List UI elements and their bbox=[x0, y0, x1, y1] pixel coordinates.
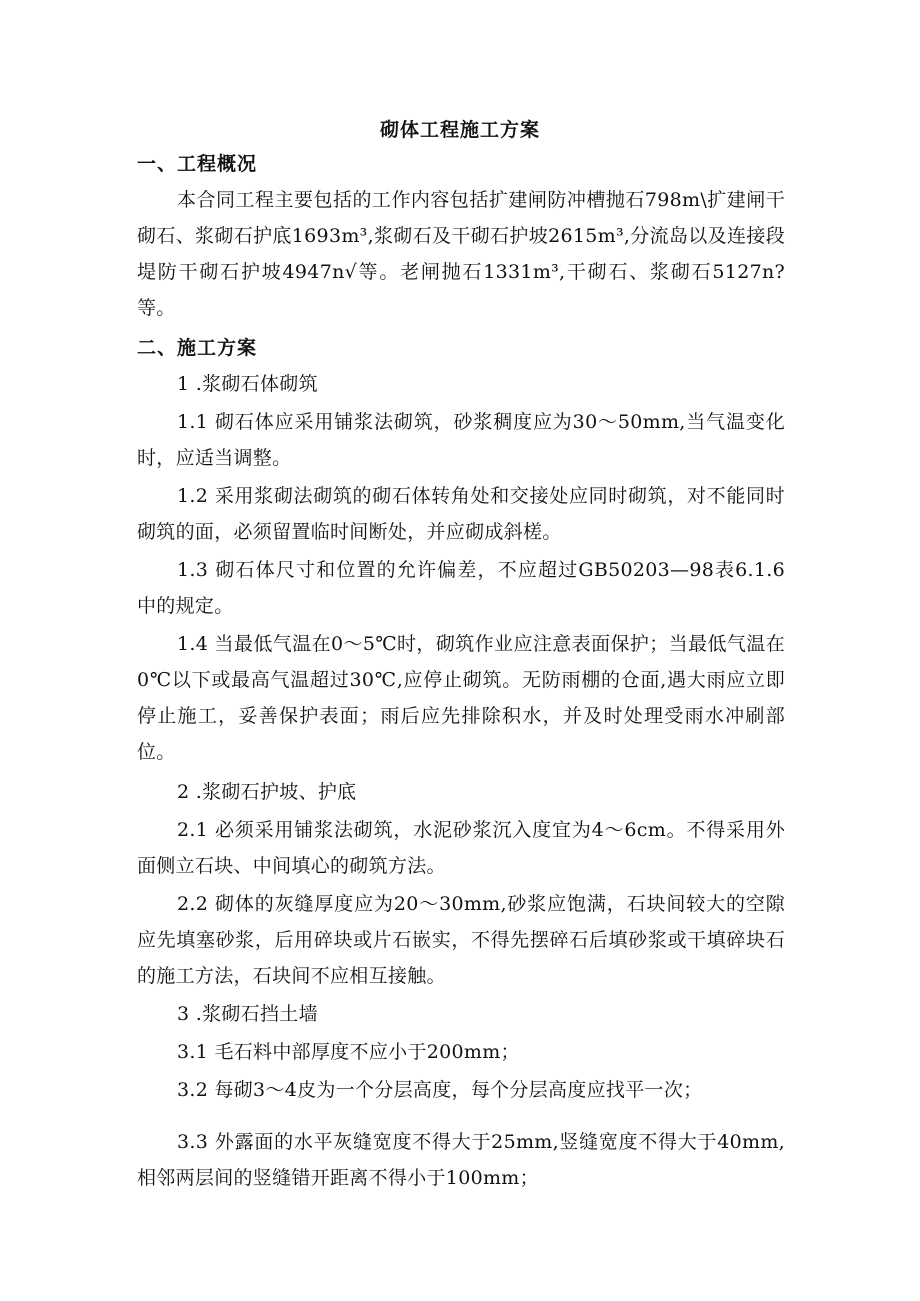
clause-3-3: 3.3 外露面的水平灰缝宽度不得大于25mm,竖缝宽度不得大于40mm,相邻两层间的竖缝错开距离不得小于100mm； bbox=[137, 1131, 785, 1189]
subsection-title-2: 2 .浆砌石护坡、护底 bbox=[177, 781, 357, 803]
clause-1-1: 1.1 砌石体应采用铺浆法砌筑，砂浆稠度应为30～50mm,当气温变化时，应适当调整。 bbox=[137, 411, 785, 469]
document-title: 砌体工程施工方案 bbox=[379, 119, 540, 141]
subsection-title-1: 1 .浆砌石体砌筑 bbox=[177, 373, 318, 395]
subsection-title-3: 3 .浆砌石挡土墙 bbox=[177, 1003, 318, 1025]
section-heading-plan: 二、施工方案 bbox=[137, 337, 258, 359]
clause-2-2: 2.2 砌体的灰缝厚度应为20～30mm,砂浆应饱满，石块间较大的空隙应先填塞砂浆，后用碎块或片石嵌实，不得先摆碎石后填砂浆或干填碎块石的施工方法，石块间不应相互接触。 bbox=[137, 893, 785, 987]
clause-1-4: 1.4 当最低气温在0～5℃时，砌筑作业应注意表面保护；当最低气温在0℃以下或最高气温超过30℃,应停止砌筑。无防雨棚的仓面,遇大雨应立即停止施工，妥善保护表面；雨后应先排除积水，并及时处理受雨水冲刷部位。 bbox=[137, 633, 785, 763]
clause-3-2: 3.2 每砌3～4皮为一个分层高度，每个分层高度应找平一次； bbox=[177, 1079, 703, 1101]
clause-2-1: 2.1 必须采用铺浆法砌筑，水泥砂浆沉入度宜为4～6cm。不得采用外面侧立石块、中间填心的砌筑方法。 bbox=[137, 819, 785, 877]
section-heading-overview: 一、工程概况 bbox=[137, 153, 258, 175]
clause-3-1: 3.1 毛石料中部厚度不应小于200mm； bbox=[177, 1041, 520, 1063]
clause-1-3: 1.3 砌石体尺寸和位置的允许偏差，不应超过GB50203—98表6.1.6中的规定。 bbox=[137, 559, 785, 617]
overview-paragraph: 本合同工程主要包括的工作内容包括扩建闸防冲槽抛石798m\扩建闸干砌石、浆砌石护底1693m³,浆砌石及干砌石护坡2615m³,分流岛以及连接段堤防干砌石护坡4947n√等。老闸抛石1331m³,干砌石、浆砌石5127n?等。 bbox=[137, 189, 785, 319]
clause-1-2: 1.2 采用浆砌法砌筑的砌石体转角处和交接处应同时砌筑，对不能同时砌筑的面，必须留置临时间断处，并应砌成斜槎。 bbox=[137, 485, 785, 543]
